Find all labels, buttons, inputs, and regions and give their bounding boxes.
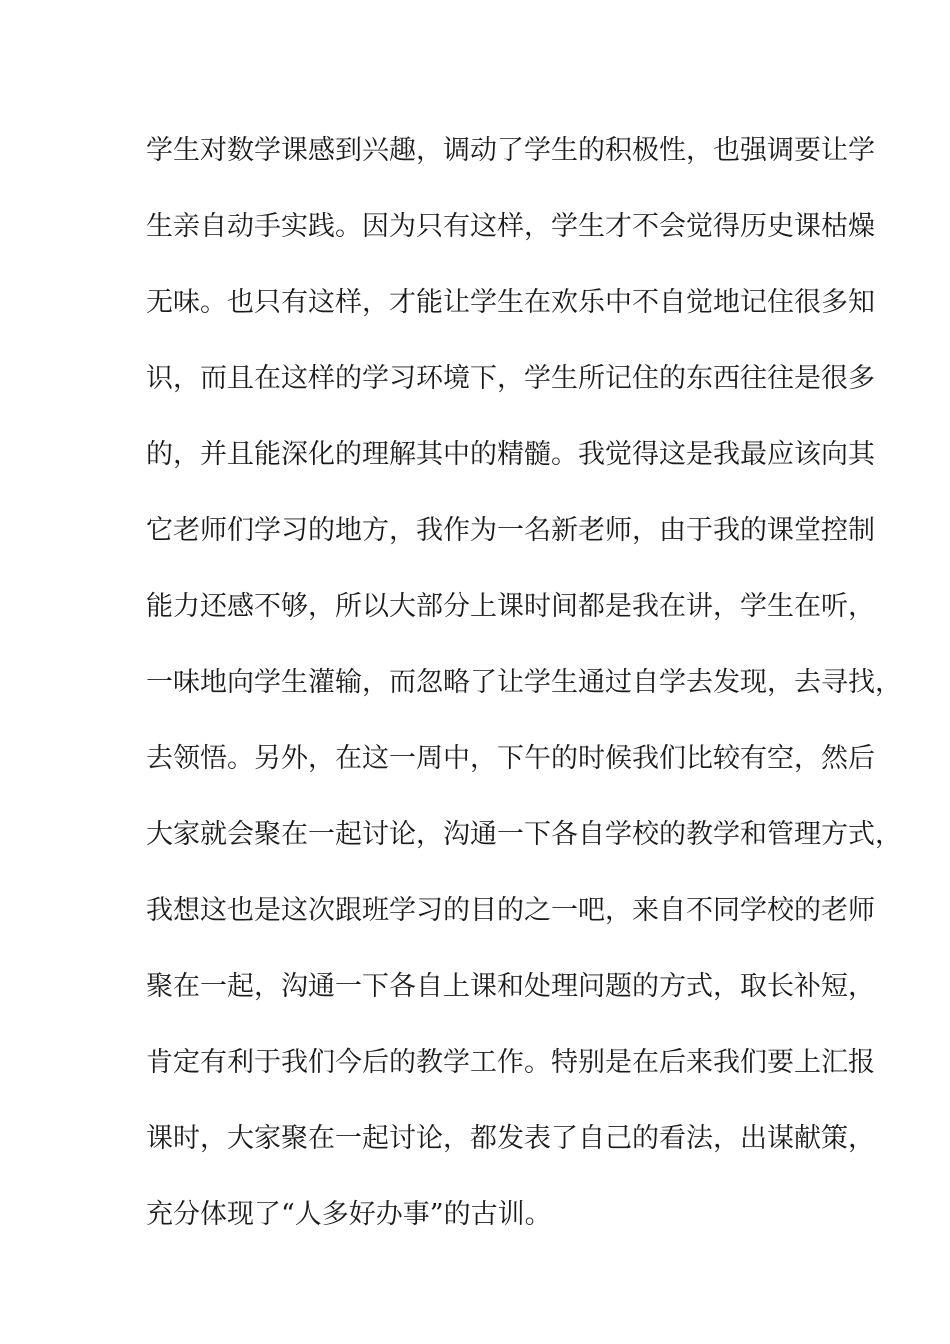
text-line: 充分体现了“人多好办事”的古训。 xyxy=(146,1199,552,1230)
text-line: 肯定有利于我们今后的教学工作。特别是在后来我们要上汇报 xyxy=(146,1047,875,1078)
text-line: 我想这也是这次跟班学习的目的之一吧，来自不同学校的老师 xyxy=(146,895,875,926)
text-line: 识，而且在这样的学习环境下，学生所记住的东西往往是很多 xyxy=(146,363,875,394)
text-line: 课时，大家聚在一起讨论，都发表了自己的看法，出谋献策， xyxy=(146,1123,875,1154)
document-body xyxy=(146,129,902,1269)
text-line: 生亲自动手实践。因为只有这样，学生才不会觉得历史课枯燥 xyxy=(146,211,875,242)
text-line: 一味地向学生灌输，而忽略了让学生通过自学去发现，去寻找， xyxy=(146,667,902,698)
text-line: 聚在一起，沟通一下各自上课和处理问题的方式，取长补短， xyxy=(146,971,875,1002)
text-line: 它老师们学习的地方，我作为一名新老师，由于我的课堂控制 xyxy=(146,515,875,546)
text-line: 学生对数学课感到兴趣，调动了学生的积极性，也强调要让学 xyxy=(146,135,875,166)
text-line: 的，并且能深化的理解其中的精髓。我觉得这是我最应该向其 xyxy=(146,439,875,470)
text-line: 能力还感不够，所以大部分上课时间都是我在讲，学生在听， xyxy=(146,591,875,622)
text-line: 去领悟。另外，在这一周中，下午的时候我们比较有空，然后 xyxy=(146,743,875,774)
text-line: 无味。也只有这样，才能让学生在欢乐中不自觉地记住很多知 xyxy=(146,287,875,318)
text-line: 大家就会聚在一起讨论，沟通一下各自学校的教学和管理方式， xyxy=(146,819,902,850)
